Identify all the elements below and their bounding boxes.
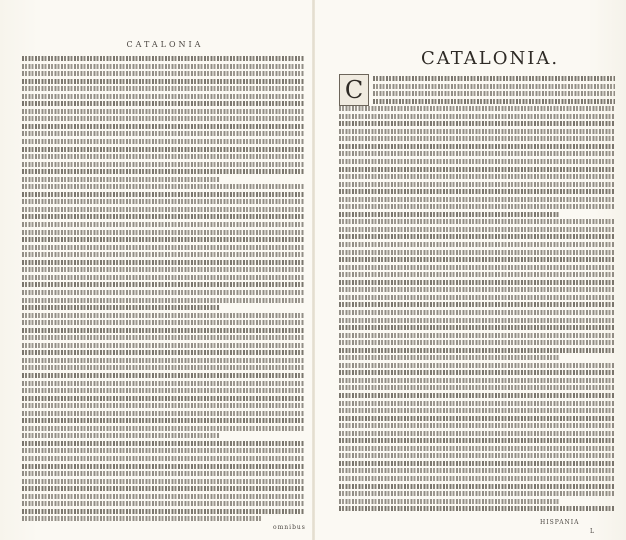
text-line — [22, 116, 304, 121]
left-running-head: CATALONIA — [126, 40, 204, 49]
text-line — [22, 139, 304, 144]
text-line — [22, 471, 304, 476]
text-line — [339, 182, 615, 187]
text-line — [22, 199, 304, 204]
text-line — [22, 320, 304, 325]
text-line — [22, 260, 304, 265]
text-line — [339, 408, 615, 413]
text-line — [339, 355, 560, 360]
text-line — [339, 121, 615, 126]
left-catchword: omnibus — [273, 524, 306, 531]
text-line — [22, 192, 304, 197]
text-line — [22, 101, 304, 106]
text-line — [22, 335, 304, 340]
text-line — [22, 298, 304, 303]
text-line — [22, 479, 304, 484]
text-line — [339, 310, 615, 315]
text-line — [339, 257, 615, 262]
text-line — [22, 237, 304, 242]
text-line — [22, 230, 304, 235]
text-line — [22, 177, 219, 182]
text-line — [22, 267, 304, 272]
text-line — [339, 144, 615, 149]
text-line — [22, 464, 304, 469]
text-line — [22, 418, 304, 423]
text-line — [339, 174, 615, 179]
text-line — [22, 94, 304, 99]
text-line — [373, 84, 615, 89]
text-line — [339, 189, 615, 194]
text-line — [339, 136, 615, 141]
text-line — [339, 325, 615, 330]
text-line — [339, 272, 615, 277]
drop-capital: C — [339, 74, 369, 106]
text-line — [22, 86, 304, 91]
text-line — [22, 313, 304, 318]
text-line — [339, 438, 615, 443]
text-line — [22, 411, 304, 416]
text-line — [22, 71, 304, 76]
text-line — [339, 219, 615, 224]
text-line — [22, 275, 304, 280]
text-line — [22, 147, 304, 152]
text-line — [339, 159, 615, 164]
text-line — [22, 328, 304, 333]
text-line — [22, 56, 304, 61]
text-line — [22, 403, 304, 408]
text-line — [373, 91, 615, 96]
text-line — [373, 99, 615, 104]
text-line — [22, 350, 304, 355]
text-line — [22, 131, 304, 136]
text-line — [22, 373, 304, 378]
signature-mark: L — [590, 528, 595, 535]
left-text-column — [22, 56, 304, 526]
text-line — [22, 381, 304, 386]
text-line — [339, 393, 615, 398]
text-line — [22, 441, 304, 446]
text-line — [339, 416, 615, 421]
text-line — [22, 245, 304, 250]
text-line — [22, 64, 304, 69]
text-line — [22, 79, 304, 84]
text-line — [339, 363, 615, 368]
text-line — [339, 431, 615, 436]
text-line — [22, 365, 304, 370]
text-line — [339, 468, 615, 473]
text-line — [22, 184, 304, 189]
text-line — [22, 448, 304, 453]
text-line — [339, 167, 615, 172]
text-line — [22, 486, 304, 491]
text-line — [339, 378, 615, 383]
text-line — [339, 333, 615, 338]
text-line — [339, 302, 615, 307]
text-line — [339, 151, 615, 156]
text-line — [22, 501, 304, 506]
right-text-lines — [339, 76, 615, 514]
text-line — [339, 114, 615, 119]
text-line — [22, 494, 304, 499]
text-line — [339, 348, 615, 353]
left-text-lines — [22, 56, 304, 524]
text-line — [339, 212, 560, 217]
text-line — [339, 446, 615, 451]
text-line — [22, 388, 304, 393]
text-line — [339, 476, 615, 481]
text-line — [22, 433, 219, 438]
text-line — [339, 491, 615, 496]
text-line — [22, 214, 304, 219]
text-line — [339, 423, 615, 428]
text-line — [373, 76, 615, 81]
text-line — [339, 204, 615, 209]
text-line — [22, 207, 304, 212]
text-line — [339, 401, 615, 406]
text-line — [22, 343, 304, 348]
text-line — [22, 456, 304, 461]
text-line — [339, 227, 615, 232]
text-line — [339, 370, 615, 375]
text-line — [22, 358, 304, 363]
text-line — [22, 162, 304, 167]
center-fold — [312, 0, 315, 540]
text-line — [339, 295, 615, 300]
text-line — [22, 222, 304, 227]
text-line — [22, 305, 219, 310]
text-line — [339, 129, 615, 134]
text-line — [22, 426, 304, 431]
text-line — [339, 106, 615, 111]
text-line — [22, 109, 304, 114]
right-catchword: HISPANIA — [540, 519, 580, 526]
text-line — [22, 282, 304, 287]
text-line — [339, 197, 615, 202]
text-line — [339, 318, 615, 323]
text-line — [339, 453, 615, 458]
text-line — [22, 169, 304, 174]
text-line — [339, 287, 615, 292]
text-line — [22, 290, 304, 295]
text-line — [339, 499, 560, 504]
text-line — [22, 396, 304, 401]
text-line — [339, 234, 615, 239]
text-line — [339, 340, 615, 345]
text-line — [22, 154, 304, 159]
text-line — [22, 124, 304, 129]
text-line — [339, 242, 615, 247]
text-line — [22, 516, 262, 521]
right-text-column — [339, 76, 615, 526]
text-line — [339, 280, 615, 285]
text-line — [339, 506, 615, 511]
text-line — [339, 250, 615, 255]
page-title: CATALONIA. — [420, 48, 560, 69]
text-line — [339, 461, 615, 466]
text-line — [339, 484, 615, 489]
text-line — [22, 252, 304, 257]
text-line — [339, 385, 615, 390]
text-line — [339, 265, 615, 270]
text-line — [22, 509, 304, 514]
